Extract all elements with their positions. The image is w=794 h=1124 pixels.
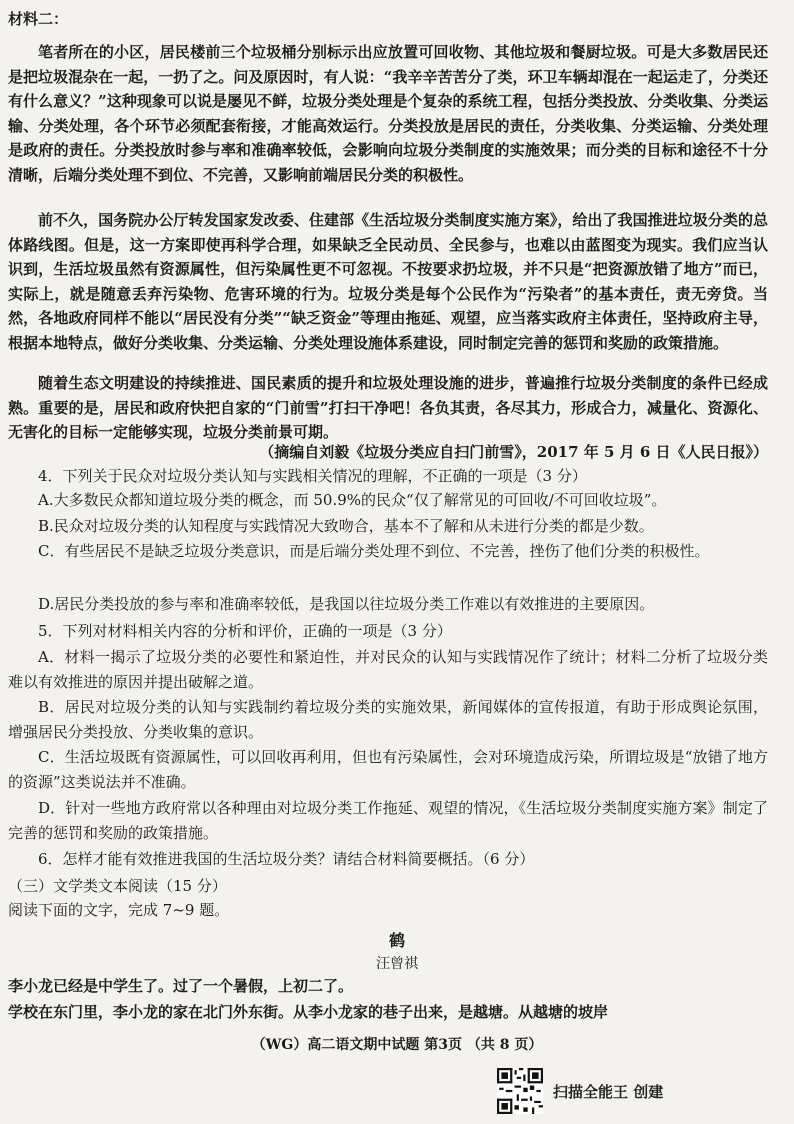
qr-code-icon [497, 1068, 543, 1114]
question-5-option-b: B．居民对垃圾分类的认知与实践制约着垃圾分类的实施效果，新闻媒体的宣传报道，有助于形成舆论氛围，增强居民分类投放、分类收集的意识。 [8, 698, 768, 741]
question-4-option-d: D.居民分类投放的参与率和准确率较低，是我国以往垃圾分类工作难以有效推进的主要原因。 [38, 595, 655, 613]
question-6: 6．怎样才能有效推进我国的生活垃圾分类？请结合材料简要概括。（6 分） [38, 850, 535, 868]
story-paragraph-1: 李小龙已经是中学生了。过了一个暑假，上初二了。 [8, 977, 354, 995]
paragraph-2: 前不久，国务院办公厅转发国家发改委、住建部《生活垃圾分类制度实施方案》，给出了我国推进垃圾分类的总体路线图。但是，这一方案即使再科学合理，如果缺乏全民动员、全民参与，也难以由蓝图变为现实。我们应当认识到，生活垃圾虽然有资源属性，但污染属性更不可忽视。不按要求扔垃圾，并不只是“把资源放错了地方”而已，实际上，就是随意丢弃污染物、危害环境的行为。垃圾分类是每个公民作为“污染者”的基本责任，责无旁贷。当然，各地政府同样不能以“居民没有分类”“缺乏资金”等理由拖延、观望，应当落实政府主体责任，坚持政府主导，根据本地特点，做好分类收集、分类运输、分类处理设施体系建设，同时制定完善的惩罚和奖励的政策措施。 [8, 211, 768, 352]
section-3-heading: （三）文学类文本阅读（15 分） [8, 877, 227, 895]
question-5-option-a: A．材料一揭示了垃圾分类的必要性和紧迫性，并对民众的认知与实践情况作了统计；材料二分析了垃圾分类难以有效推进的原因并提出破解之道。 [8, 648, 768, 691]
paragraph-3: 随着生态文明建设的持续推进、国民素质的提升和垃圾处理设施的进步，普遍推行垃圾分类制度的条件已经成熟。重要的是，居民和政府快把自家的“门前雪”打扫干净吧！各负其责，各尽其力，形成合力，减量化、资源化、无害化的目标一定能够实现，垃圾分类前景可期。 [8, 374, 768, 442]
question-5-option-d: D．针对一些地方政府常以各种理由对垃圾分类工作拖延、观望的情况，《生活垃圾分类制度实施方案》制定了完善的惩罚和奖励的政策措施。 [8, 799, 768, 842]
question-4-option-a: A.大多数民众都知道垃圾分类的概念，而 50.9%的民众“仅了解常见的可回收/不可回收垃圾”。 [38, 491, 667, 509]
source-citation: （摘编自刘毅《垃圾分类应自扫门前雪》，2017 年 5 月 6 日《人民日报》） [259, 443, 768, 461]
question-4: 4．下列关于民众对垃圾分类认知与实践相关情况的理解，不正确的一项是（3 分） [38, 467, 587, 485]
paragraph-1: 笔者所在的小区，居民楼前三个垃圾桶分别标示出应放置可回收物、其他垃圾和餐厨垃圾。可是大多数居民还是把垃圾混杂在一起，一扔了之。问及原因时，有人说：“我辛辛苦苦分了类，环卫车辆却混在一起运走了，分类还有什么意义？”这种现象可以说是屡见不鲜，垃圾分类处理是个复杂的系统工程，包括分类投放、分类收集、分类运输、分类处理，各个环节必须配套衔接，才能高效运行。分类投放是居民的责任，分类收集、分类运输、分类处理是政府的责任。分类投放时参与率和准确率较低，会影响向垃圾分类制度的实施效果；而分类的目标和途径不十分清晰，后端分类处理不到位、不完善，又影响前端居民分类的积极性。 [8, 43, 768, 184]
page-footer: （WG）高二语文期中试题 第3页 （共 8 页） [251, 1037, 543, 1053]
question-4-option-b: B.民众对垃圾分类的认知程度与实践情况大致吻合，基本不了解和从未进行分类的都是少数。 [38, 517, 654, 535]
material-heading: 材料二： [8, 10, 69, 28]
question-5-option-c: C．生活垃圾既有资源属性，可以回收再利用，但也有污染属性，会对环境造成污染，所谓垃圾是“放错了地方的资源”这类说法并不准确。 [8, 748, 768, 791]
story-author: 汪曾祺 [376, 956, 418, 972]
question-4-option-c: C．有些居民不是缺乏垃圾分类意识，而是后端分类处理不到位、不完善，挫伤了他们分类的积极性。 [38, 542, 710, 560]
reading-instruction: 阅读下面的文字，完成 7~9 题。 [8, 901, 230, 919]
question-5: 5．下列对材料相关内容的分析和评价，正确的一项是（3 分） [38, 622, 452, 640]
scanner-watermark: 扫描全能王 创建 [553, 1083, 664, 1101]
story-title: 鹤 [388, 931, 405, 950]
story-paragraph-2: 学校在东门里，李小龙的家在北门外东街。从李小龙家的巷子出来，是越塘。从越塘的坡岸 [8, 1003, 609, 1021]
